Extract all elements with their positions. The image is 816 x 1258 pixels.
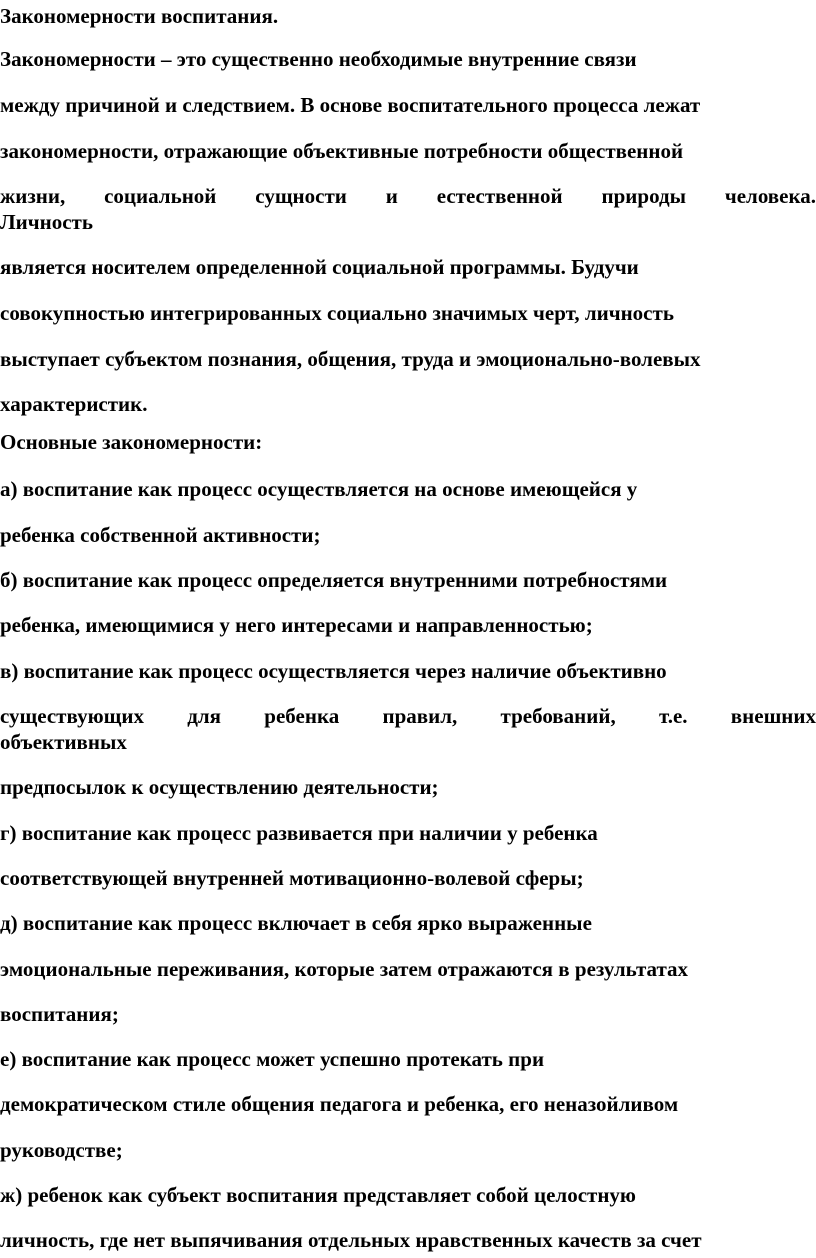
text-line: Закономерности – это существенно необходимые внутренние связи <box>0 47 637 71</box>
document-title: Закономерности воспитания. <box>0 4 279 28</box>
list-item-continuation: ребенка собственной активности; <box>0 523 321 547</box>
text-line: закономерности, отражающие объективные потребности общественной <box>0 139 684 163</box>
list-item: в) воспитание как процесс осуществляется через наличие объективно <box>0 659 667 683</box>
list-item-continuation: предпосылок к осуществлению деятельности; <box>0 775 439 799</box>
text-line: совокупностью интегрированных социально значимых черт, личность <box>0 301 674 325</box>
list-item-continuation: ребенка, имеющимися у него интересами и направленностью; <box>0 613 593 637</box>
list-item-continuation: личность, где нет выпячивания отдельных нравственных качеств за счет <box>0 1228 702 1252</box>
list-item-continuation: руководстве; <box>0 1138 123 1162</box>
list-item: е) воспитание как процесс может успешно протекать при <box>0 1047 545 1071</box>
list-item-continuation: демократическом стиле общения педагога и ребенка, его неназойливом <box>0 1092 679 1116</box>
list-item: а) воспитание как процесс осуществляется на основе имеющейся у <box>0 477 638 501</box>
text-line: Личность <box>0 210 93 234</box>
list-item: б) воспитание как процесс определяется внутренними потребностями <box>0 568 668 592</box>
text-line: между причиной и следствием. В основе воспитательного процесса лежат <box>0 93 701 117</box>
list-item-continuation: эмоциональные переживания, которые затем отражаются в результатах <box>0 957 689 981</box>
list-item: д) воспитание как процесс включает в себя ярко выраженные <box>0 911 592 935</box>
list-item: г) воспитание как процесс развивается при наличии у ребенка <box>0 821 598 845</box>
list-item-continuation: соответствующей внутренней мотивационно-волевой сферы; <box>0 866 584 890</box>
text-line: жизни, социальной сущности и естественной природы человека. <box>0 184 816 208</box>
list-item-continuation: существующих для ребенка правил, требований, т.е. внешних <box>0 704 816 728</box>
section-heading: Основные закономерности: <box>0 430 263 454</box>
text-line: выступает субъектом познания, общения, труда и эмоционально-волевых <box>0 347 701 371</box>
text-line: характеристик. <box>0 392 148 416</box>
text-line: является носителем определенной социальной программы. Будучи <box>0 255 639 279</box>
list-item-continuation: воспитания; <box>0 1002 119 1026</box>
list-item: ж) ребенок как субъект воспитания представляет собой целостную <box>0 1183 636 1207</box>
list-item-continuation: объективных <box>0 730 127 754</box>
